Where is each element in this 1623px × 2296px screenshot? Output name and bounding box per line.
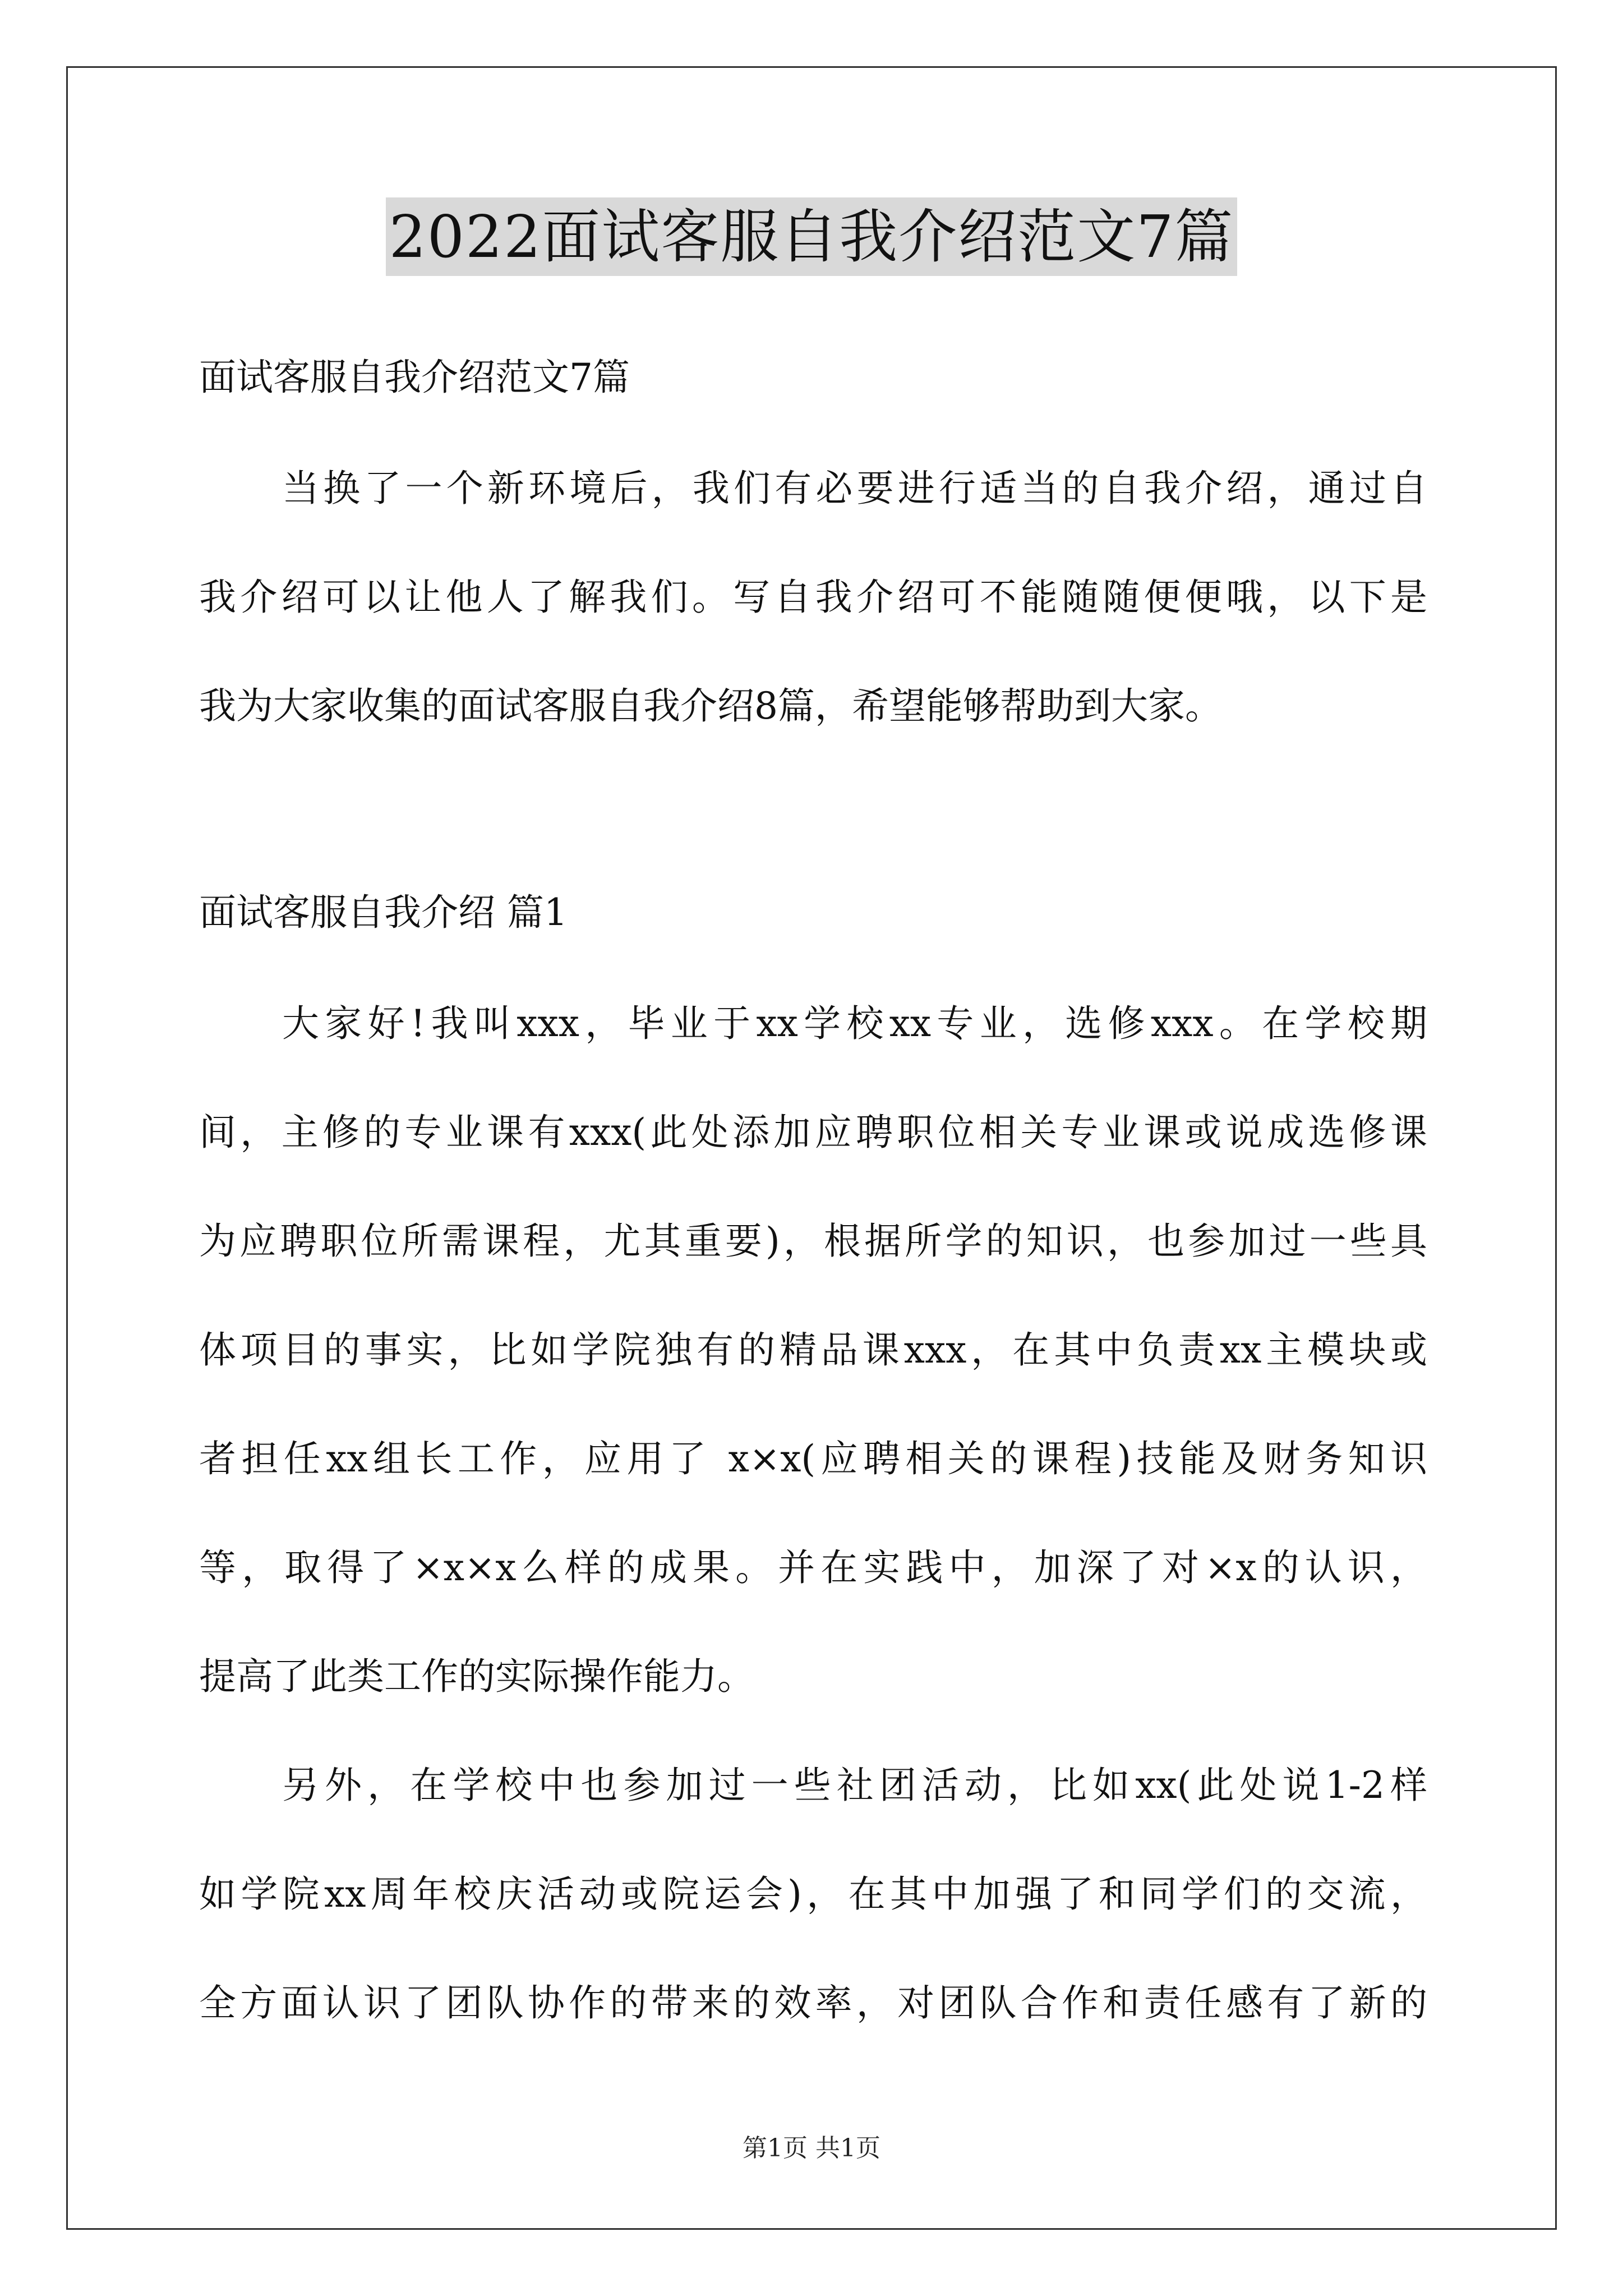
paragraph-line: 间，主修的专业课有xxx(此处添加应聘职位相关专业课或说成选修课	[199, 1111, 1427, 1154]
paragraph-line: 提高了此类工作的实际操作能力。	[199, 1655, 754, 1698]
paragraph-line: 体项目的事实，比如学院独有的精品课xxx，在其中负责xx主模块或	[199, 1328, 1427, 1372]
paragraph-line: 为应聘职位所需课程，尤其重要)，根据所学的知识，也参加过一些具	[199, 1220, 1427, 1263]
paragraph-line: 如学院xx周年校庆活动或院运会)，在其中加强了和同学们的交流，	[199, 1872, 1427, 1916]
page-footer: 第1页 共1页	[743, 2134, 880, 2162]
title-container	[0, 197, 1623, 276]
paragraph-line: 等，取得了×x×x么样的成果。并在实践中，加深了对×x的认识，	[199, 1546, 1427, 1589]
section-heading: 面试客服自我介绍 篇1	[199, 891, 568, 934]
intro-line: 我介绍可以让他人了解我们。写自我介绍可不能随随便便哦，以下是	[199, 576, 1427, 619]
intro-line: 我为大家收集的面试客服自我介绍8篇，希望能够帮助到大家。	[199, 684, 1222, 728]
paragraph-line: 大家好!我叫xxx，毕业于xx学校xx专业，选修xxx。在学校期	[282, 1002, 1427, 1045]
paragraph-line: 者担任xx组长工作，应用了 x×x(应聘相关的课程)技能及财务知识	[199, 1437, 1427, 1480]
paragraph-line: 全方面认识了团队协作的带来的效率，对团队合作和责任感有了新的	[199, 1981, 1427, 2024]
document-title: 2022面试客服自我介绍范文7篇	[386, 197, 1238, 276]
paragraph-line: 另外，在学校中也参加过一些社团活动，比如xx(此处说1-2样	[282, 1764, 1427, 1807]
intro-line: 当换了一个新环境后，我们有必要进行适当的自我介绍，通过自	[282, 467, 1427, 510]
document-subtitle: 面试客服自我介绍范文7篇	[199, 356, 630, 399]
